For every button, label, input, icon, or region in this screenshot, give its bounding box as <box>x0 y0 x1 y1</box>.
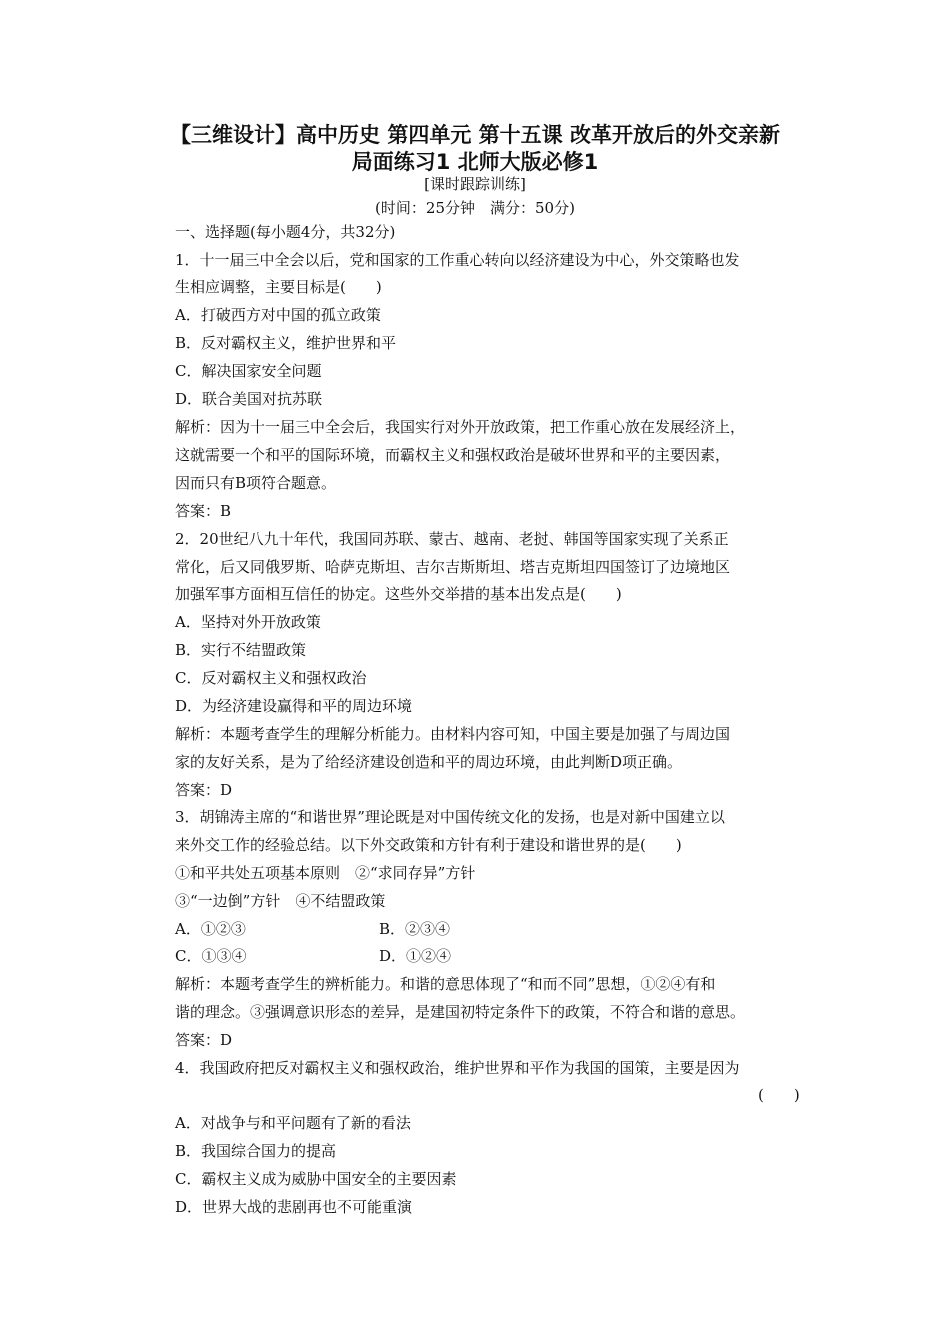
q3-options-row1 <box>175 919 815 939</box>
q2-option-c: C．反对霸权主义和强权政治 <box>175 669 367 687</box>
q1-option-c: C．解决国家安全问题 <box>175 362 322 380</box>
q1-option-b: B．反对霸权主义，维护世界和平 <box>175 334 397 352</box>
q2-option-d: D．为经济建设赢得和平的周边环境 <box>175 697 413 715</box>
q3-item-line2: ③“一边倒”方针 ④不结盟政策 <box>175 892 386 910</box>
q1-stem-line2: 生相应调整，主要目标是( ) <box>175 278 382 296</box>
q3-analysis-line2: 谐的理念。③强调意识形态的差异，是建国初特定条件下的政策，不符合和谐的意思。 <box>175 1003 746 1021</box>
q3-option-c: C．①③④ <box>175 947 247 965</box>
q2-stem-line2: 常化，后又同俄罗斯、哈萨克斯坦、吉尔吉斯斯坦、塔吉克斯坦四国签订了边境地区 <box>175 558 731 576</box>
time-info: (时间：25分钟 满分：50分) <box>375 199 575 217</box>
q4-option-c: C．霸权主义成为威胁中国安全的主要因素 <box>175 1170 457 1188</box>
page-title: 【三维设计】高中历史 第四单元 第十五课 改革开放后的外交亲新 <box>170 123 780 147</box>
q2-stem-line3: 加强军事方面相互信任的协定。这些外交举措的基本出发点是( ) <box>175 585 622 603</box>
q3-option-b: B．②③④ <box>379 920 451 938</box>
subtitle: [课时跟踪训练] <box>424 175 526 193</box>
page-title-line2: 局面练习1 北师大版必修1 <box>351 150 599 174</box>
q3-options-row2 <box>175 946 815 966</box>
q2-answer: 答案：D <box>175 781 233 799</box>
q3-option-d: D．①②④ <box>379 947 452 965</box>
q1-analysis-line2: 这就需要一个和平的国际环境，而霸权主义和强权政治是破坏世界和平的主要因素， <box>175 446 731 464</box>
q1-option-d: D．联合美国对抗苏联 <box>175 390 323 408</box>
q4-stem-line1: 4．我国政府把反对霸权主义和强权政治，维护世界和平作为我国的国策，主要是因为 <box>175 1059 740 1077</box>
q3-item-line1: ①和平共处五项基本原则 ②“求同存异”方针 <box>175 864 476 882</box>
q4-option-d: D．世界大战的悲剧再也不可能重演 <box>175 1198 413 1216</box>
q3-stem-line1: 3．胡锦涛主席的“和谐世界”理论既是对中国传统文化的发扬，也是对新中国建立以 <box>175 808 725 826</box>
q3-answer: 答案：D <box>175 1031 233 1049</box>
q2-option-a: A．坚持对外开放政策 <box>175 613 321 631</box>
q1-answer: 答案：B <box>175 502 232 520</box>
q2-analysis-line1: 解析：本题考查学生的理解分析能力。由材料内容可知，中国主要是加强了与周边国 <box>175 725 731 743</box>
q4-option-b: B．我国综合国力的提高 <box>175 1142 337 1160</box>
q3-analysis-line1: 解析：本题考查学生的辨析能力。和谐的意思体现了“和而不同”思想，①②④有和 <box>175 975 716 993</box>
q2-option-b: B．实行不结盟政策 <box>175 641 307 659</box>
q1-stem-line1: 1．十一届三中全会以后，党和国家的工作重心转向以经济建设为中心，外交策略也发 <box>175 251 740 269</box>
q2-analysis-line2: 家的友好关系，是为了给经济建设创造和平的周边环境，由此判断D项正确。 <box>175 753 683 771</box>
q3-stem-line2: 来外交工作的经验总结。以下外交政策和方针有利于建设和谐世界的是( ) <box>175 836 682 854</box>
q4-answer-bracket: ( ) <box>758 1086 800 1104</box>
q4-option-a: A．对战争与和平问题有了新的看法 <box>175 1114 411 1132</box>
q3-option-a: A．①②③ <box>175 920 246 938</box>
q1-analysis-line3: 因而只有B项符合题意。 <box>175 474 337 492</box>
section-heading: 一、选择题(每小题4分，共32分) <box>175 223 396 241</box>
q1-analysis-line1: 解析：因为十一届三中全会后，我国实行对外开放政策，把工作重心放在发展经济上， <box>175 418 746 436</box>
q2-stem-line1: 2．20世纪八九十年代，我国同苏联、蒙古、越南、老挝、韩国等国家实现了关系正 <box>175 530 729 548</box>
q1-option-a: A．打破西方对中国的孤立政策 <box>175 306 381 324</box>
